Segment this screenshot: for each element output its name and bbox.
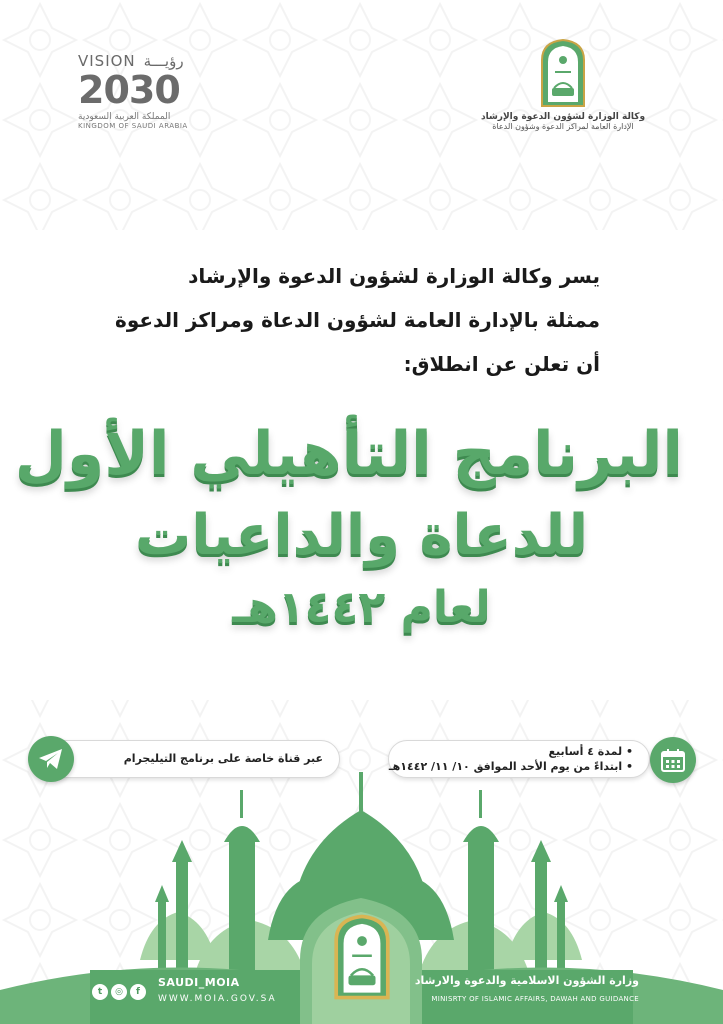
announcement-line1: يسر وكالة الوزارة لشؤون الدعوة والإرشاد bbox=[188, 264, 600, 288]
duration-line1: • لمدة ٤ أسابيع bbox=[548, 745, 633, 758]
title-line1: البرنامج التأهيلي الأول bbox=[14, 419, 683, 489]
announcement-line3: أن تعلن عن انطلاق: bbox=[403, 352, 600, 376]
footer-ministry-emblem-icon bbox=[331, 914, 393, 1000]
facebook-icon[interactable]: f bbox=[130, 984, 146, 1000]
footer-ministry-ar: وزارة الشؤون الاسلامية والدعوة والارشاد bbox=[414, 974, 639, 987]
website-link[interactable]: WWW.MOIA.GOV.SA bbox=[158, 994, 277, 1004]
telegram-text: عبر قناة خاصة على برنامج التيليجرام bbox=[123, 752, 323, 765]
ministry-logo-line1: وكالة الوزارة لشؤون الدعوة والإرشاد bbox=[480, 112, 646, 122]
instagram-icon[interactable]: ◎ bbox=[111, 984, 127, 1000]
ministry-logo-line2: الإدارة العامة لمراكز الدعوة وشؤون الدعاة bbox=[492, 122, 634, 131]
title-line2: للدعاة والداعيات bbox=[134, 503, 589, 568]
ministry-emblem-icon bbox=[538, 38, 588, 108]
twitter-icon[interactable]: t bbox=[92, 984, 108, 1000]
social-handle: SAUDI_MOIA bbox=[158, 976, 240, 989]
vision-kingdom-ar: المملكة العربية السعودية bbox=[78, 112, 171, 122]
announcement bbox=[60, 254, 600, 386]
duration-line2: • ابتداءً من يوم الأحد الموافق ١٠/ ١١/ ١٤٤٢هـ bbox=[388, 760, 633, 773]
vision-year: 2030 bbox=[78, 68, 180, 112]
vision-word-ar: رؤيـــة bbox=[143, 52, 184, 70]
announcement-line2: ممثلة بالإدارة العامة لشؤون الدعاة ومراكز الدعوة bbox=[115, 308, 600, 332]
vision-kingdom-en: KINGDOM OF SAUDI ARABIA bbox=[78, 122, 188, 130]
ministry-logo bbox=[478, 38, 648, 148]
title-line3: لعام ١٤٤٢هـ bbox=[232, 582, 491, 633]
vision-2030-logo bbox=[78, 52, 218, 144]
program-title bbox=[14, 412, 683, 640]
vision-word: VISION bbox=[78, 52, 136, 70]
footer-ministry-en: MINISRTY OF ISLAMIC AFFAIRS, DAWAH AND GUIDANCE bbox=[431, 995, 639, 1003]
